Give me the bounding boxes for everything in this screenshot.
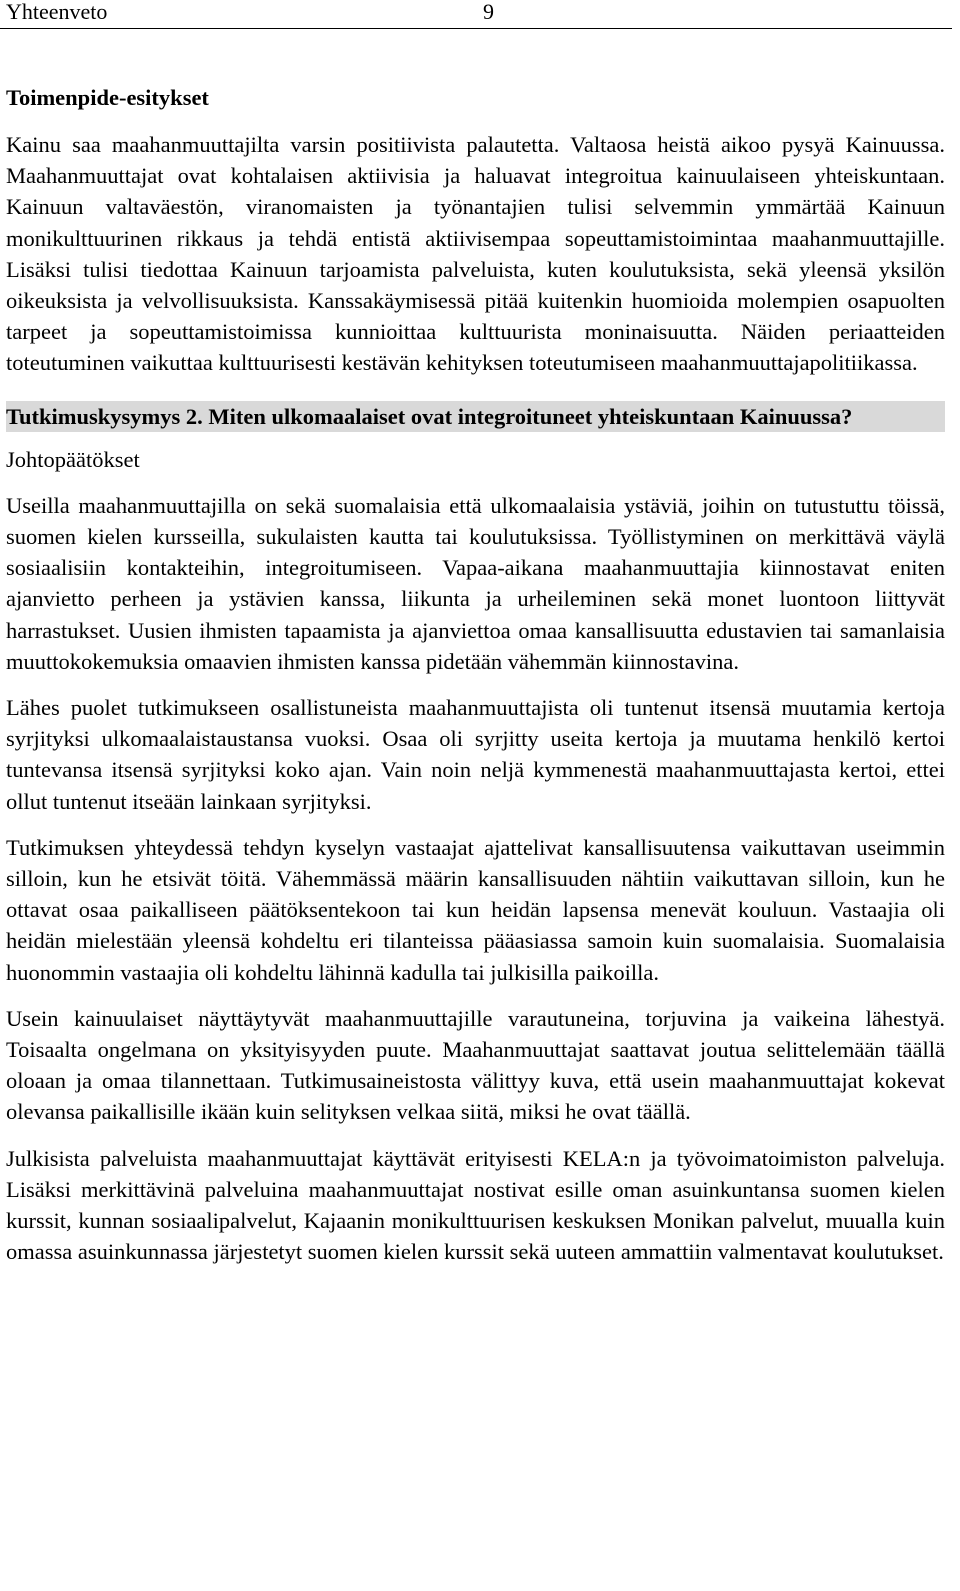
section-heading-johtopaatokset bbox=[6, 444, 945, 476]
page-number: 9 bbox=[483, 0, 494, 24]
paragraph: Usein kainuulaiset näyttäytyvät maahanmuuttajille varautuneina, torjuvina ja vaikeina lähestyä. Toisaalta ongelmana on yksityisyyden puute. Maahanmuuttajat saattavat joutua selittelemään täällä oloaan ja omaa tilannettaan. Tutkimusaineistosta välittyy kuva, että usein maahanmuuttajat kokevat olevansa paikallisille ikään kuin selityksen velkaa siitä, miksi he ovat täällä. bbox=[6, 1005, 945, 1125]
running-header bbox=[0, 0, 952, 29]
paragraph: Kainu saa maahanmuuttajilta varsin positiivista palautetta. Valtaosa heistä aikoo pysyä Kainuussa. Maahanmuuttajat ovat kohtalaisen aktiivisia ja haluavat integroitua kainuulaiseen yhteiskuntaan. Kainuun valtaväestön, viranomaisten ja työnantajien tulisi selvemmin ymmärtää Kainuun monikulttuurinen rikkaus ja tehdä entistä aktiivisempaa sopeuttamistoimintaa maahanmuuttajille. Lisäksi tulisi tiedottaa Kainuun tarjoamista palveluista, kuten koulutuksista, sekä yleensä yksilön oikeuksista ja velvollisuuksista. Kanssakäymisessä pitää kuitenkin huomioida molempien osapuolten tarpeet ja sopeuttamistoimissa kunnioittaa kulttuurista moninaisuutta. Näiden periaatteiden toteutuminen vaikuttaa kulttuurisesti kestävän kehityksen toteutumiseen maahanmuuttajapolitiikassa. bbox=[6, 132, 945, 376]
section-heading-toimenpide-esitykset: Toimenpide-esitykset bbox=[6, 85, 209, 110]
paragraph: Tutkimuksen yhteydessä tehdyn kyselyn vastaajat ajattelivat kansallisuutensa vaikuttavan useimmin silloin, kun he etsivät töitä. Vähemmässä määrin kansallisuuden nähtiin vaikuttavan silloin, kun he ottavat osaa paikalliseen päätöksentekoon tai kun heidän lapsensa menevät kouluun. Vastaajia oli heidän mielestään yleensä kohdeltu eri tilanteissa pääasiassa samoin kuin suomalaisia. Suomalaisia huonommin vastaajia oli kohdeltu lähinnä kadulla tai julkisilla paikoilla. bbox=[6, 834, 945, 985]
paragraph: Julkisista palveluista maahanmuuttajat käyttävät erityisesti KELA:n ja työvoimatoimiston palveluja. Lisäksi merkittävinä palveluina maahanmuuttajat nostivat esille oman asuinkuntansa suomen kielen kurssit, kunnan sosiaalipalvelut, Kajaanin monikulttuurisen keskuksen Monikan palvelut, muualla kuin omassa asuinkunnassa järjestetyt suomen kielen kurssit sekä uuteen ammattiin valmentavat koulutukset. bbox=[6, 1145, 945, 1265]
page-content bbox=[6, 82, 945, 1268]
header-title: Yhteenveto bbox=[6, 0, 108, 24]
research-question-box: Tutkimuskysymys 2. Miten ulkomaalaiset ovat integroituneet yhteiskuntaan Kainuussa? bbox=[6, 401, 945, 432]
section-heading-label: Johtopäätökset bbox=[6, 446, 140, 472]
paragraph: Useilla maahanmuuttajilla on sekä suomalaisia että ulkomaalaisia ystäviä, joihin on tutustuttu töissä, suomen kielen kursseilla, sukulaisten kautta tai koulutuksissa. Työllistyminen on merkittävä väylä sosiaalisiin kontakteihin, integroitumiseen. Vapaa-aikana maahanmuuttajia kiinnostavat eniten ajanvietto perheen ja ystävien kanssa, liikunta ja urheileminen sekä monet luontoon liittyvät harrastukset. Uusien ihmisten tapaamista ja ajanviettoa omaa kansallisuutta edustavien tai samanlaisia muuttokokemuksia omaavien ihmisten kanssa pidetään vähemmän kiinnostavina. bbox=[6, 492, 945, 674]
paragraph: Lähes puolet tutkimukseen osallistuneista maahanmuuttajista oli tuntenut itsensä muutamia kertoja syrjityksi ulkomaalaistaustansa vuoksi. Osaa oli syrjitty useita kertoja ja muutama henkilö kertoi tuntevansa itsensä syrjityksi koko ajan. Vain noin neljä kymmenestä maahanmuuttajasta kertoi, ettei ollut tuntenut itseään lainkaan syrjityksi. bbox=[6, 695, 945, 814]
